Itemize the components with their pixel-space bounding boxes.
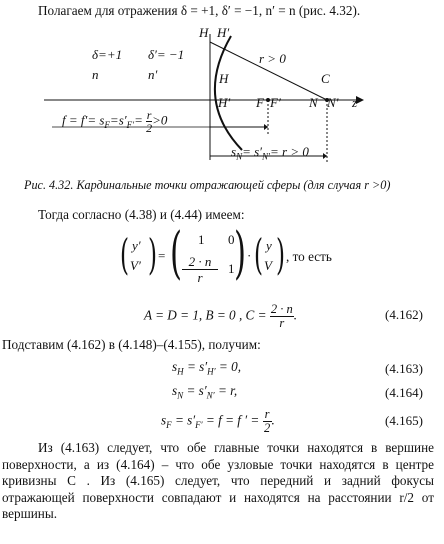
matrix-equation [120, 221, 340, 292]
label-n-prime: n′ [148, 67, 158, 82]
sn-eq: = s′ [242, 144, 263, 159]
label-n: n [92, 67, 99, 82]
paren-left-2: ( [170, 221, 183, 286]
label-Hprime-axis: H′ [218, 95, 231, 110]
label-N: N [309, 95, 318, 110]
m21-num: 2 · n [182, 254, 218, 270]
sn-tail: = r > 0 [270, 144, 309, 159]
label-delta: δ=+1 [92, 47, 123, 62]
sn-arrowhead [323, 153, 327, 159]
m21 [182, 254, 218, 285]
label-H-top: H [199, 25, 209, 40]
m11: 1 [198, 232, 205, 247]
label-delta-prime: δ′= −1 [148, 47, 185, 62]
f-arrowhead [264, 124, 268, 130]
label-Nprime: N′ [327, 95, 339, 110]
eq-4162 [144, 303, 297, 330]
figure-caption: Рис. 4.32. Кардинальные точки отражающей сферы (для случая r >0) [24, 178, 391, 192]
equals-sign-matrix: = [158, 248, 166, 263]
label-H-center: H [219, 71, 229, 86]
vec-right-bottom: V [264, 258, 272, 273]
paren-right-2: ) [234, 221, 247, 286]
line-substitute: Подставим (4.162) в (4.148)–(4.155), получим: [2, 337, 261, 352]
label-Hprime-top: H′ [217, 25, 230, 40]
paren-right-1: ) [148, 230, 158, 279]
label-Fprime: F′ [270, 95, 281, 110]
matrix-tail: , то есть [286, 249, 332, 264]
f-eq-text: f = f′= s [62, 112, 105, 128]
eq-4162-dot: . [293, 307, 298, 323]
axis-arrow [356, 96, 364, 104]
mirror-surface [215, 36, 242, 150]
eq-number-4163: (4.163) [385, 361, 423, 376]
label-C: C [321, 71, 330, 86]
m22: 1 [228, 261, 235, 276]
eq-4162-num: 2 · n [270, 302, 293, 316]
label-f-equation: $f = f'= s_F=s'_{F'}=$ $\frac{r}{2}$ >0 [62, 108, 168, 135]
line-then: Тогда согласно (4.38) и (4.44) имеем: [38, 207, 245, 222]
dot-operator: · [247, 248, 252, 263]
eq-number-4164: (4.164) [385, 385, 423, 400]
eq-number-4162: (4.162) [385, 307, 423, 322]
eq-4165: $s_F = s'_{F'} = f = f$ ′ = $\frac{r}{2}$ . [161, 407, 275, 435]
body-paragraph: Из (4.163) следует, что обе главные точки находятся в вершине поверхности, а из (4.164) – что обе узловые точки находятся в центре кривизны C . Из (4.165) следует, что передний и задний фокусы отражающей поверхности совпадают и находятся на расстоянии r/2 от вершины. [2, 440, 434, 522]
sn-s: s [231, 144, 237, 159]
intro-line: Полагаем для отражения δ = +1, δ′ = −1, n′ = n (рис. 4.32). [38, 3, 361, 18]
label-z: z [352, 95, 358, 110]
vec-right-top: y [266, 238, 272, 253]
paren-left-3: ( [254, 230, 264, 279]
eq-4162-den: r [279, 316, 285, 330]
vec-left-bottom: V′ [130, 258, 141, 273]
paren-right-3: ) [276, 230, 286, 279]
m21-den: r [197, 270, 203, 285]
eq-4162-lhs: A = D = 1, B = 0 , C = [144, 307, 267, 323]
label-r-gt-0: r > 0 [259, 51, 286, 66]
eq-4163: $s_H = s'_{H'} = 0$, [172, 359, 242, 377]
label-sn-equation: $s_N= s'_{N'}= r > 0$ [231, 144, 309, 162]
eq-4164: $s_N = s'_{N'} = r$, [172, 383, 238, 401]
r-over-2: $\frac{r}{2}$ [146, 108, 153, 135]
label-F: F [256, 95, 264, 110]
eq-4165-fraction: $\frac{r}{2}$ [263, 407, 271, 435]
eq-number-4165: (4.165) [385, 413, 423, 428]
vec-left-top: y′ [132, 238, 141, 253]
paren-left-1: ( [120, 230, 130, 279]
figure-4-32-diagram [44, 24, 364, 162]
m12: 0 [228, 232, 235, 247]
eq-4162-fraction [270, 303, 294, 330]
